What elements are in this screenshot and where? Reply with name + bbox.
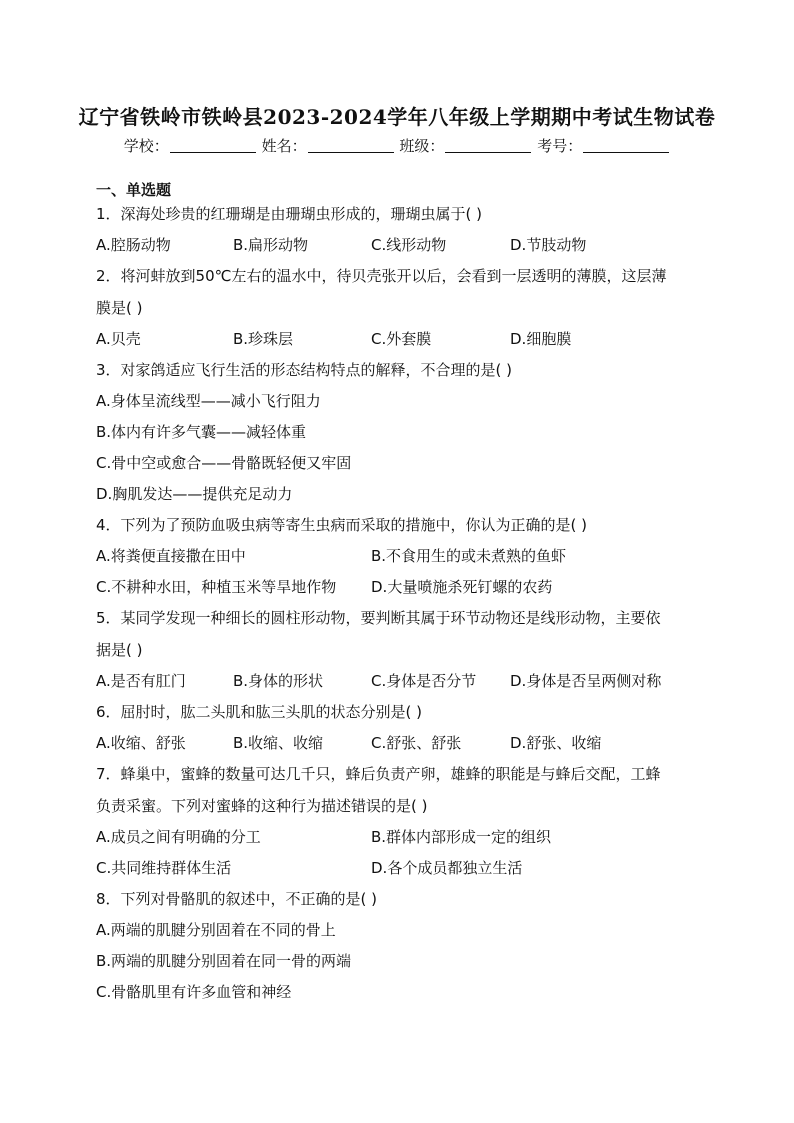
q4-option-b: B.不食用生的或未煮熟的鱼虾: [371, 547, 567, 565]
q1-option-a: A.腔肠动物: [96, 236, 171, 254]
q3-option-a: A.身体呈流线型——减小飞行阻力: [96, 392, 321, 410]
q2-option-b: B.珍珠层: [233, 330, 294, 348]
q6-option-d: D.舒张、收缩: [510, 734, 602, 752]
question-4-text: 4．下列为了预防血吸虫病等寄生虫病而采取的措施中，你认为正确的是( ): [96, 516, 588, 534]
q5-option-b: B.身体的形状: [233, 672, 324, 690]
question-6-text: 6．屈肘时，肱二头肌和肱三头肌的状态分别是( ): [96, 703, 423, 721]
class-blank[interactable]: [445, 138, 531, 153]
q3-option-c: C.骨中空或愈合——骨骼既轻便又牢固: [96, 454, 352, 472]
q6-option-b: B.收缩、收缩: [233, 734, 324, 752]
q2-option-c: C.外套膜: [371, 330, 432, 348]
q7-option-c: C.共同维持群体生活: [96, 859, 232, 877]
q2-option-d: D.细胞膜: [510, 330, 572, 348]
exam-title: 辽宁省铁岭市铁岭县2023-2024学年八年级上学期期中考试生物试卷: [78, 105, 716, 129]
q1-option-b: B.扁形动物: [233, 236, 309, 254]
exam-no-blank[interactable]: [583, 138, 669, 153]
question-7-text: 7．蜂巢中，蜜蜂的数量可达几千只，蜂后负责产卵，雄蜂的职能是与蜂后交配，工蜂: [96, 765, 661, 783]
q6-option-a: A.收缩、舒张: [96, 734, 186, 752]
q3-option-d: D.胸肌发达——提供充足动力: [96, 485, 293, 503]
question-5-text: 5．某同学发现一种细长的圆柱形动物，要判断其属于环节动物还是线形动物，主要依: [96, 609, 661, 627]
section-heading: 一、单选题: [96, 181, 172, 199]
q1-option-d: D.节肢动物: [510, 236, 587, 254]
question-1-text: 1．深海处珍贵的红珊瑚是由珊瑚虫形成的，珊瑚虫属于( ): [96, 205, 483, 223]
q5-option-a: A.是否有肛门: [96, 672, 186, 690]
question-2-text-cont: 膜是( ): [96, 299, 143, 317]
q1-option-c: C.线形动物: [371, 236, 447, 254]
q8-option-c: C.骨骼肌里有许多血管和神经: [96, 983, 292, 1001]
name-blank[interactable]: [308, 138, 394, 153]
q4-option-c: C.不耕种水田，种植玉米等旱地作物: [96, 578, 337, 596]
question-3-text: 3．对家鸽适应飞行生活的形态结构特点的解释，不合理的是( ): [96, 361, 513, 379]
school-blank[interactable]: [170, 138, 256, 153]
q6-option-c: C.舒张、舒张: [371, 734, 462, 752]
name-label: 姓名：: [261, 137, 307, 155]
question-7-text-cont: 负责采蜜。下列对蜜蜂的这种行为描述错误的是( ): [96, 797, 428, 815]
q7-option-d: D.各个成员都独立生活: [371, 859, 523, 877]
q3-option-b: B.体内有许多气囊——减轻体重: [96, 423, 307, 441]
q7-option-b: B.群体内部形成一定的组织: [371, 828, 552, 846]
question-2-text: 2．将河蚌放到50℃左右的温水中，待贝壳张开以后，会看到一层透明的薄膜，这层薄: [96, 267, 667, 285]
q2-option-a: A.贝壳: [96, 330, 141, 348]
q5-option-d: D.身体是否呈两侧对称: [510, 672, 662, 690]
question-5-text-cont: 据是( ): [96, 641, 143, 659]
student-info-line: [0, 135, 794, 156]
question-8-text: 8．下列对骨骼肌的叙述中，不正确的是( ): [96, 890, 378, 908]
exam-no-label: 考号：: [537, 137, 583, 155]
q8-option-a: A.两端的肌腱分别固着在不同的骨上: [96, 921, 336, 939]
q7-option-a: A.成员之间有明确的分工: [96, 828, 261, 846]
class-label: 班级：: [399, 137, 445, 155]
q5-option-c: C.身体是否分节: [371, 672, 477, 690]
q4-option-a: A.将粪便直接撒在田中: [96, 547, 246, 565]
q4-option-d: D.大量喷施杀死钉螺的农药: [371, 578, 553, 596]
q8-option-b: B.两端的肌腱分别固着在同一骨的两端: [96, 952, 352, 970]
school-label: 学校：: [123, 137, 169, 155]
